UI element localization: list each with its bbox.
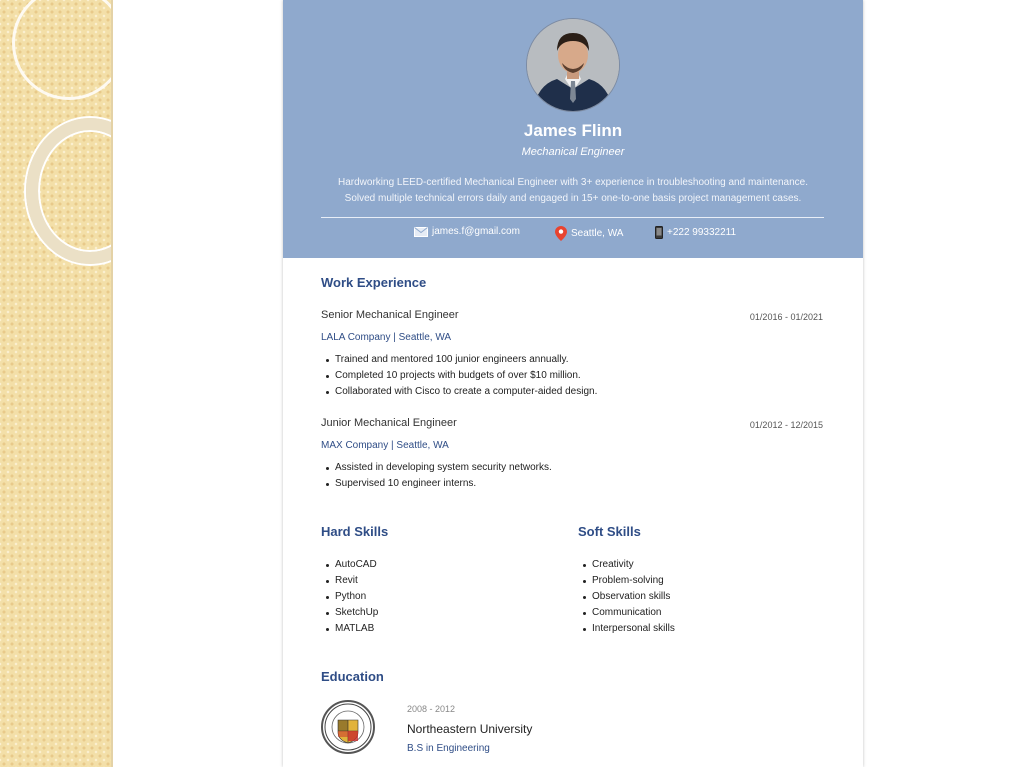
hard-skills-list (321, 557, 378, 637)
list-item: MATLAB (321, 621, 378, 637)
education-degree: B.S in Engineering (407, 743, 490, 754)
job-achievements (321, 352, 597, 400)
decorative-side-panel (0, 0, 111, 767)
list-item: Completed 10 projects with budgets of over $10 million. (321, 368, 597, 384)
envelope-icon (414, 227, 428, 237)
job-dates: 01/2012 - 12/2015 (749, 420, 823, 430)
list-item: Interpersonal skills (578, 621, 675, 637)
map-pin-icon (555, 226, 567, 241)
profile-title: Mechanical Engineer (521, 146, 625, 158)
job-title: Senior Mechanical Engineer (321, 309, 459, 321)
list-item: Python (321, 589, 378, 605)
list-item: Problem-solving (578, 573, 675, 589)
hard-skills-heading: Hard Skills (321, 524, 389, 539)
email-text: james.f@gmail.com (432, 226, 520, 237)
list-item: Supervised 10 engineer interns. (321, 476, 552, 492)
job-company: MAX Company | Seattle, WA (321, 440, 449, 451)
soft-skills-heading: Soft Skills (578, 524, 641, 539)
list-item: Creativity (578, 557, 675, 573)
phone-icon (655, 226, 663, 239)
job-title: Junior Mechanical Engineer (321, 417, 457, 429)
education-school: Northeastern University (407, 722, 533, 736)
contact-row (283, 226, 863, 244)
contact-location (555, 226, 623, 241)
university-seal (321, 700, 375, 754)
list-item: Assisted in developing system security networks. (321, 460, 552, 476)
list-item: SketchUp (321, 605, 378, 621)
resume-page (283, 0, 863, 767)
side-divider (111, 0, 113, 767)
list-item: Communication (578, 605, 675, 621)
job-dates: 01/2016 - 01/2021 (749, 312, 823, 322)
work-experience-heading: Work Experience (321, 275, 427, 290)
location-text: Seattle, WA (571, 228, 624, 239)
education-heading: Education (321, 669, 384, 684)
resume-header (283, 0, 863, 258)
profile-name: James Flinn (523, 121, 623, 140)
soft-skills-list (578, 557, 675, 637)
job-achievements (321, 460, 552, 492)
header-divider (321, 217, 824, 218)
decorative-ring (12, 0, 111, 100)
contact-email[interactable] (414, 226, 520, 237)
list-item: Trained and mentored 100 junior engineers annually. (321, 352, 597, 368)
list-item: Revit (321, 573, 378, 589)
phone-text: +222 99332211 (667, 227, 737, 238)
list-item: Observation skills (578, 589, 675, 605)
job-company: LALA Company | Seattle, WA (321, 332, 452, 343)
profile-summary: Hardworking LEED-certified Mechanical Engineer with 3+ experience in troubleshooting and maintenance. Solved multiple technical errors daily and engaged in 15+ one-to-one basis project management cases. (338, 177, 808, 204)
education-years: 2008 - 2012 (407, 704, 456, 714)
list-item: AutoCAD (321, 557, 378, 573)
decorative-ring (26, 118, 111, 264)
contact-phone[interactable] (655, 226, 736, 239)
list-item: Collaborated with Cisco to create a computer-aided design. (321, 384, 597, 400)
profile-photo (526, 18, 620, 112)
